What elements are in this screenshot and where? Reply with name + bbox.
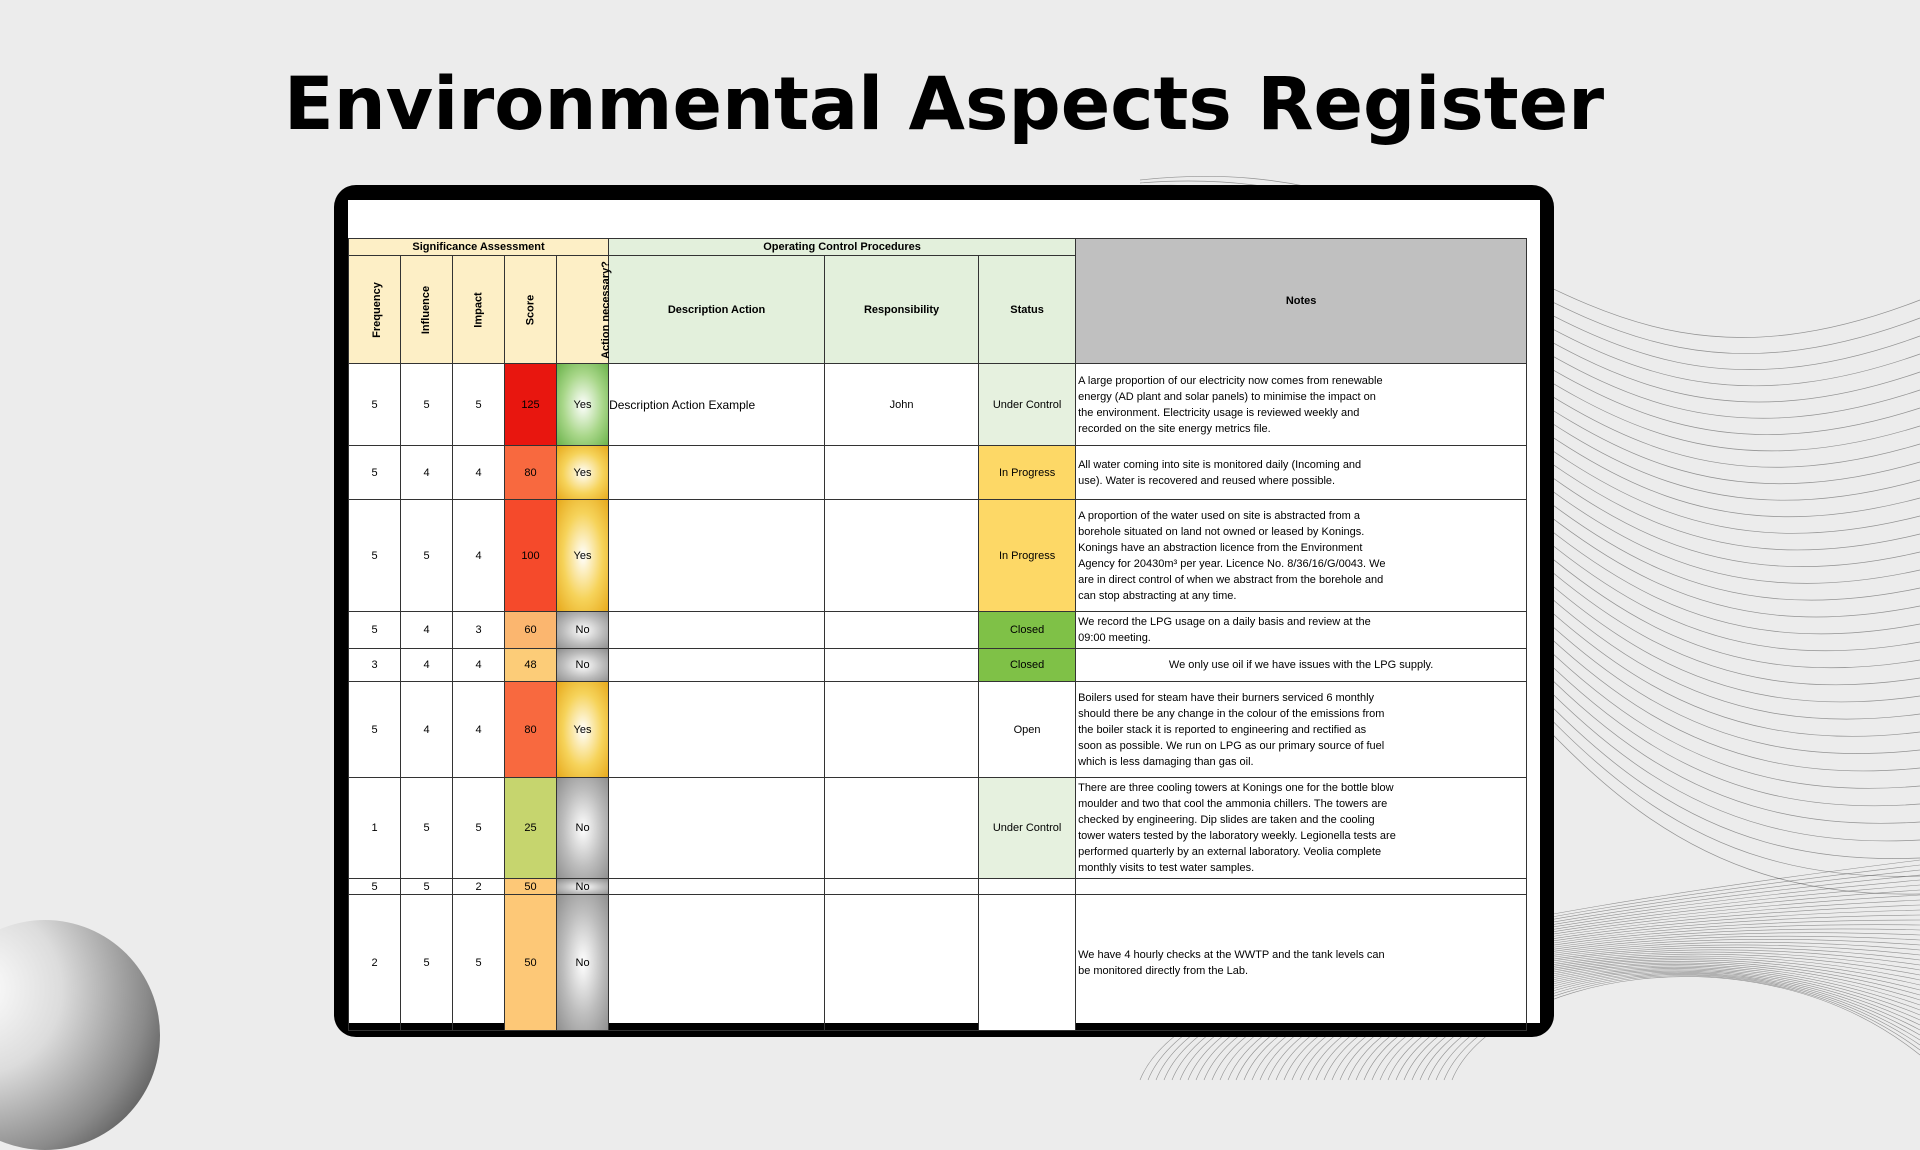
action-necessary-cell[interactable]: No xyxy=(557,879,609,895)
table-row xyxy=(349,879,1527,895)
responsibility-header: Responsibility xyxy=(825,256,979,364)
score-cell[interactable]: 100 xyxy=(505,500,557,612)
score-cell[interactable]: 60 xyxy=(505,612,557,649)
influence-cell[interactable]: 4 xyxy=(401,649,453,682)
action-necessary-cell[interactable]: Yes xyxy=(557,500,609,612)
status-cell[interactable]: In Progress xyxy=(979,446,1076,500)
action-necessary-cell[interactable]: Yes xyxy=(557,446,609,500)
status-cell[interactable]: Open xyxy=(979,682,1076,778)
influence-cell[interactable]: 5 xyxy=(401,879,453,895)
description-action-cell[interactable]: Description Action Example xyxy=(609,364,825,446)
score-cell[interactable]: 125 xyxy=(505,364,557,446)
score-cell[interactable]: 80 xyxy=(505,682,557,778)
impact-cell[interactable]: 4 xyxy=(453,649,505,682)
action-necessary-cell[interactable]: No xyxy=(557,895,609,1031)
frequency-cell[interactable]: 5 xyxy=(349,879,401,895)
frequency-cell[interactable]: 5 xyxy=(349,612,401,649)
notes-cell[interactable]: We have 4 hourly checks at the WWTP and the tank levels can be monitored directly from the Lab. xyxy=(1076,895,1527,1031)
frequency-cell[interactable]: 5 xyxy=(349,364,401,446)
table-row xyxy=(349,500,1527,612)
responsibility-cell[interactable] xyxy=(825,879,979,895)
frequency-cell[interactable]: 5 xyxy=(349,500,401,612)
score-cell[interactable]: 48 xyxy=(505,649,557,682)
description-action-header: Description Action xyxy=(609,256,825,364)
notes-header: Notes xyxy=(1076,239,1527,364)
description-action-cell[interactable] xyxy=(609,500,825,612)
frequency-header xyxy=(349,256,401,364)
spreadsheet-screen xyxy=(348,200,1540,1023)
action-necessary-cell[interactable]: Yes xyxy=(557,364,609,446)
responsibility-cell[interactable] xyxy=(825,895,979,1031)
impact-header xyxy=(453,256,505,364)
notes-cell[interactable]: All water coming into site is monitored daily (Incoming and use). Water is recovered and reused where possible. xyxy=(1076,446,1527,500)
notes-cell[interactable]: We only use oil if we have issues with the LPG supply. xyxy=(1076,649,1527,682)
table-row xyxy=(349,446,1527,500)
impact-cell[interactable]: 3 xyxy=(453,612,505,649)
influence-cell[interactable]: 5 xyxy=(401,364,453,446)
score-cell[interactable]: 25 xyxy=(505,778,557,879)
table-row xyxy=(349,682,1527,778)
responsibility-cell[interactable] xyxy=(825,446,979,500)
status-cell[interactable] xyxy=(979,895,1076,1031)
responsibility-cell[interactable] xyxy=(825,778,979,879)
frequency-cell[interactable]: 5 xyxy=(349,682,401,778)
influence-cell[interactable]: 4 xyxy=(401,682,453,778)
status-cell[interactable]: Closed xyxy=(979,649,1076,682)
table-row xyxy=(349,649,1527,682)
description-action-cell[interactable] xyxy=(609,879,825,895)
action-necessary-cell[interactable]: No xyxy=(557,649,609,682)
significance-assessment-header: Significance Assessment xyxy=(349,239,609,256)
influence-cell[interactable]: 4 xyxy=(401,446,453,500)
notes-cell[interactable]: Boilers used for steam have their burners serviced 6 monthly should there be any change in the colour of the emissions from the boiler stack it is reported to engineering and rectified as soon as possible. We run on LPG as our primary source of fuel which is less damaging than gas oil. xyxy=(1076,682,1527,778)
score-header xyxy=(505,256,557,364)
description-action-cell[interactable] xyxy=(609,895,825,1031)
impact-cell[interactable]: 2 xyxy=(453,879,505,895)
action-necessary-header-label: Action necessary? xyxy=(599,260,612,359)
description-action-cell[interactable] xyxy=(609,649,825,682)
action-necessary-header xyxy=(557,256,612,364)
page-title: Environmental Aspects Register xyxy=(283,62,1605,147)
notes-cell[interactable] xyxy=(1076,879,1527,895)
score-cell[interactable]: 50 xyxy=(505,895,557,1031)
influence-header-label: Influence xyxy=(420,285,433,334)
impact-cell[interactable]: 5 xyxy=(453,778,505,879)
description-action-cell[interactable] xyxy=(609,612,825,649)
impact-cell[interactable]: 4 xyxy=(453,500,505,612)
responsibility-cell[interactable] xyxy=(825,682,979,778)
notes-cell[interactable]: We record the LPG usage on a daily basis and review at the 09:00 meeting. xyxy=(1076,612,1527,649)
action-necessary-cell[interactable]: No xyxy=(557,778,609,879)
frequency-header-label: Frequency xyxy=(370,281,383,338)
status-header: Status xyxy=(979,256,1076,364)
table-row xyxy=(349,895,1527,1031)
table-row xyxy=(349,778,1527,879)
responsibility-cell[interactable] xyxy=(825,612,979,649)
score-cell[interactable]: 50 xyxy=(505,879,557,895)
description-action-cell[interactable] xyxy=(609,682,825,778)
frequency-cell[interactable]: 3 xyxy=(349,649,401,682)
action-necessary-cell[interactable]: No xyxy=(557,612,609,649)
status-cell[interactable]: Under Control xyxy=(979,364,1076,446)
influence-cell[interactable]: 4 xyxy=(401,612,453,649)
impact-cell[interactable]: 5 xyxy=(453,364,505,446)
table-row xyxy=(349,612,1527,649)
responsibility-cell[interactable] xyxy=(825,649,979,682)
description-action-cell[interactable] xyxy=(609,778,825,879)
frequency-cell[interactable]: 2 xyxy=(349,895,401,1031)
influence-cell[interactable]: 5 xyxy=(401,778,453,879)
frequency-cell[interactable]: 5 xyxy=(349,446,401,500)
action-necessary-cell[interactable]: Yes xyxy=(557,682,609,778)
status-cell[interactable]: Closed xyxy=(979,612,1076,649)
impact-cell[interactable]: 4 xyxy=(453,446,505,500)
responsibility-cell[interactable] xyxy=(825,500,979,612)
responsibility-cell[interactable]: John xyxy=(825,364,979,446)
notes-cell[interactable]: A large proportion of our electricity now comes from renewable energy (AD plant and solar panels) to minimise the impact on the environment. Electricity usage is reviewed weekly and recorded on the site energy metrics file. xyxy=(1076,364,1527,446)
impact-header-label: Impact xyxy=(472,291,485,328)
status-cell[interactable]: Under Control xyxy=(979,778,1076,879)
influence-cell[interactable]: 5 xyxy=(401,500,453,612)
notes-cell[interactable]: A proportion of the water used on site is abstracted from a borehole situated on land not owned or leased by Konings. Konings have an abstraction licence from the Environment Agency for 20430m³ per year. Licence No. 8/36/16/G/0043. We are in direct control of when we abstract from the borehole and can stop abstracting at any time. xyxy=(1076,500,1527,612)
influence-cell[interactable]: 5 xyxy=(401,895,453,1031)
score-header-label: Score xyxy=(524,294,537,325)
status-cell[interactable]: In Progress xyxy=(979,500,1076,612)
description-action-cell[interactable] xyxy=(609,446,825,500)
table-row xyxy=(349,364,1527,446)
influence-header xyxy=(401,256,453,364)
status-cell[interactable] xyxy=(979,879,1076,895)
operating-control-header: Operating Control Procedures xyxy=(609,239,1076,256)
impact-cell[interactable]: 5 xyxy=(453,895,505,1031)
score-cell[interactable]: 80 xyxy=(505,446,557,500)
aspects-register-table xyxy=(348,238,1527,1031)
impact-cell[interactable]: 4 xyxy=(453,682,505,778)
frequency-cell[interactable]: 1 xyxy=(349,778,401,879)
notes-cell[interactable]: There are three cooling towers at Konings one for the bottle blow moulder and two that cool the ammonia chillers. The towers are checked by engineering. Dip slides are taken and the cooling tower waters tested by the laboratory weekly. Legionella tests are performed quarterly by an external laboratory. Veolia complete monthly visits to test water samples. xyxy=(1076,778,1527,879)
